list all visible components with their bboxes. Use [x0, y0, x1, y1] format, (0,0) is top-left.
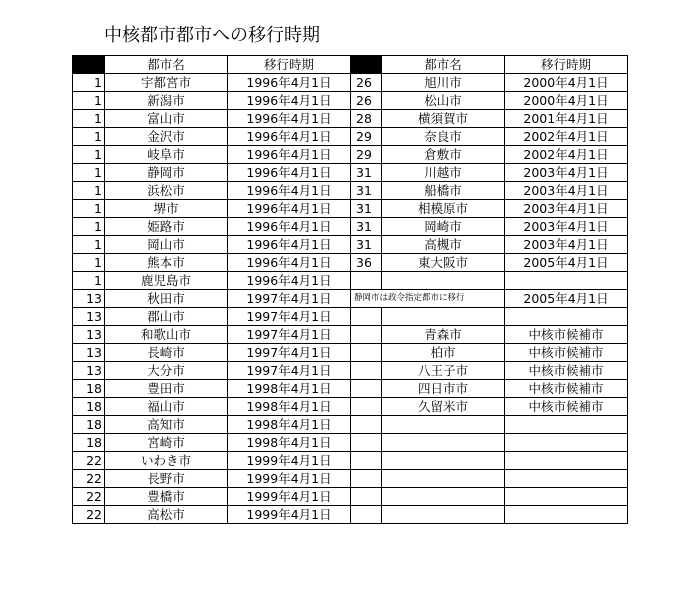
row-number: 18: [73, 434, 105, 452]
city-name: [382, 488, 505, 506]
row-number: [351, 470, 382, 488]
city-name: 久留米市: [382, 398, 505, 416]
city-name: 新潟市: [105, 92, 228, 110]
transition-date: 2003年4月1日: [505, 236, 628, 254]
row-number: 1: [73, 146, 105, 164]
row-number: [351, 488, 382, 506]
transition-date: 1996年4月1日: [228, 272, 351, 290]
table-row: [73, 416, 628, 434]
transition-date: 2003年4月1日: [505, 218, 628, 236]
row-number: 1: [73, 218, 105, 236]
table-row: [73, 452, 628, 470]
table-row: [73, 200, 628, 218]
city-name: 豊橋市: [105, 488, 228, 506]
row-number: [351, 344, 382, 362]
transition-date: 1998年4月1日: [228, 380, 351, 398]
transition-date: [505, 470, 628, 488]
row-number: 26: [351, 92, 382, 110]
transition-date: 1999年4月1日: [228, 488, 351, 506]
transition-date: 1996年4月1日: [228, 146, 351, 164]
transition-date: [505, 452, 628, 470]
transition-date: 1998年4月1日: [228, 416, 351, 434]
row-number: [351, 416, 382, 434]
city-name: 旭川市: [382, 74, 505, 92]
row-number: 28: [351, 110, 382, 128]
header-city-left: 都市名: [105, 56, 228, 74]
row-number: 13: [73, 344, 105, 362]
transition-date: 中核市候補市: [505, 326, 628, 344]
city-name: 青森市: [382, 326, 505, 344]
city-name: 長崎市: [105, 344, 228, 362]
city-name: 高槻市: [382, 236, 505, 254]
row-number: 22: [73, 488, 105, 506]
transition-date: 2002年4月1日: [505, 146, 628, 164]
city-name: 富山市: [105, 110, 228, 128]
city-name: 倉敷市: [382, 146, 505, 164]
row-number: 31: [351, 236, 382, 254]
table-row: [73, 506, 628, 524]
transition-date: 1997年4月1日: [228, 308, 351, 326]
row-number: 1: [73, 200, 105, 218]
transition-date: 1998年4月1日: [228, 434, 351, 452]
city-name: 高松市: [105, 506, 228, 524]
row-number: 13: [73, 326, 105, 344]
row-number: 1: [73, 92, 105, 110]
city-name: 相模原市: [382, 200, 505, 218]
city-name: 奈良市: [382, 128, 505, 146]
city-name: 秋田市: [105, 290, 228, 308]
table-row: [73, 272, 628, 290]
transition-date: 1996年4月1日: [228, 92, 351, 110]
transition-date: 2003年4月1日: [505, 200, 628, 218]
row-number: 13: [73, 290, 105, 308]
transition-date: 中核市候補市: [505, 362, 628, 380]
note-cell: 静岡市は政令指定都市に移行: [351, 290, 505, 308]
transition-date: [505, 416, 628, 434]
city-name: 宇都宮市: [105, 74, 228, 92]
header-number-cell-right: [351, 56, 382, 74]
row-number: [351, 398, 382, 416]
transition-date: 1996年4月1日: [228, 128, 351, 146]
city-name: 鹿児島市: [105, 272, 228, 290]
row-number: 1: [73, 182, 105, 200]
city-name: 四日市市: [382, 380, 505, 398]
row-number: 13: [73, 308, 105, 326]
row-number: 36: [351, 254, 382, 272]
transition-date: 1996年4月1日: [228, 182, 351, 200]
row-number: [351, 272, 382, 290]
city-name: 柏市: [382, 344, 505, 362]
transition-date: 2002年4月1日: [505, 128, 628, 146]
transition-date: 2000年4月1日: [505, 74, 628, 92]
table-row: [73, 290, 628, 308]
row-number: [351, 380, 382, 398]
transition-date: 中核市候補市: [505, 380, 628, 398]
city-name: 浜松市: [105, 182, 228, 200]
row-number: 22: [73, 452, 105, 470]
transition-date: 2000年4月1日: [505, 92, 628, 110]
city-name: [382, 452, 505, 470]
table-row: [73, 434, 628, 452]
transition-date: [505, 272, 628, 290]
city-name: [382, 470, 505, 488]
row-number: [351, 506, 382, 524]
row-number: 1: [73, 74, 105, 92]
city-name: 福山市: [105, 398, 228, 416]
table-row: [73, 110, 628, 128]
city-name: [382, 308, 505, 326]
transition-date: [505, 488, 628, 506]
city-name: [382, 416, 505, 434]
city-name: [382, 434, 505, 452]
transition-date: 中核市候補市: [505, 398, 628, 416]
city-name: 金沢市: [105, 128, 228, 146]
table-row: [73, 146, 628, 164]
transition-date: 2005年4月1日: [505, 290, 628, 308]
city-name: 岡山市: [105, 236, 228, 254]
header-row: [73, 56, 628, 74]
city-name: 八王子市: [382, 362, 505, 380]
transition-table: [72, 55, 628, 524]
city-name: 横須賀市: [382, 110, 505, 128]
city-name: 東大阪市: [382, 254, 505, 272]
row-number: [351, 308, 382, 326]
city-name: 高知市: [105, 416, 228, 434]
row-number: 31: [351, 164, 382, 182]
transition-date: 1996年4月1日: [228, 110, 351, 128]
transition-date: 2001年4月1日: [505, 110, 628, 128]
row-number: [351, 434, 382, 452]
row-number: 18: [73, 380, 105, 398]
transition-date: 1996年4月1日: [228, 164, 351, 182]
city-name: 長野市: [105, 470, 228, 488]
transition-date: 1999年4月1日: [228, 452, 351, 470]
city-name: 堺市: [105, 200, 228, 218]
row-number: 13: [73, 362, 105, 380]
table-row: [73, 254, 628, 272]
row-number: 1: [73, 272, 105, 290]
city-name: [382, 272, 505, 290]
transition-date: 1996年4月1日: [228, 254, 351, 272]
city-name: 熊本市: [105, 254, 228, 272]
transition-date: 1996年4月1日: [228, 218, 351, 236]
header-city-right: 都市名: [382, 56, 505, 74]
header-number-cell-left: [73, 56, 105, 74]
row-number: 26: [351, 74, 382, 92]
city-name: 川越市: [382, 164, 505, 182]
row-number: [351, 452, 382, 470]
city-name: 宮崎市: [105, 434, 228, 452]
row-number: 1: [73, 236, 105, 254]
transition-date: 中核市候補市: [505, 344, 628, 362]
row-number: 1: [73, 110, 105, 128]
table-row: [73, 308, 628, 326]
city-name: 静岡市: [105, 164, 228, 182]
row-number: 22: [73, 506, 105, 524]
header-date-left: 移行時期: [228, 56, 351, 74]
row-number: 29: [351, 146, 382, 164]
table-row: [73, 74, 628, 92]
table-row: [73, 164, 628, 182]
table-row: [73, 236, 628, 254]
transition-date: 1996年4月1日: [228, 236, 351, 254]
transition-date: 1997年4月1日: [228, 290, 351, 308]
table-row: [73, 398, 628, 416]
table-row: [73, 128, 628, 146]
city-name: 松山市: [382, 92, 505, 110]
transition-date: [505, 434, 628, 452]
row-number: [351, 326, 382, 344]
row-number: 31: [351, 218, 382, 236]
transition-date: 2005年4月1日: [505, 254, 628, 272]
row-number: 1: [73, 254, 105, 272]
table-row: [73, 218, 628, 236]
city-name: 姫路市: [105, 218, 228, 236]
table-row: [73, 326, 628, 344]
city-name: 豊田市: [105, 380, 228, 398]
table-row: [73, 92, 628, 110]
row-number: 1: [73, 128, 105, 146]
city-name: 岐阜市: [105, 146, 228, 164]
transition-date: [505, 506, 628, 524]
row-number: [351, 362, 382, 380]
city-name: 大分市: [105, 362, 228, 380]
transition-date: 1997年4月1日: [228, 326, 351, 344]
table-row: [73, 488, 628, 506]
transition-date: 2003年4月1日: [505, 182, 628, 200]
transition-date: 1999年4月1日: [228, 506, 351, 524]
city-name: [382, 506, 505, 524]
transition-date: 1998年4月1日: [228, 398, 351, 416]
transition-date: 1996年4月1日: [228, 74, 351, 92]
transition-date: [505, 308, 628, 326]
transition-date: 1999年4月1日: [228, 470, 351, 488]
transition-date: 1997年4月1日: [228, 344, 351, 362]
page-title: 中核都市都市への移行時期: [104, 25, 320, 46]
row-number: 22: [73, 470, 105, 488]
table-row: [73, 470, 628, 488]
row-number: 18: [73, 416, 105, 434]
row-number: 31: [351, 182, 382, 200]
header-date-right: 移行時期: [505, 56, 628, 74]
transition-date: 1997年4月1日: [228, 362, 351, 380]
row-number: 18: [73, 398, 105, 416]
table-row: [73, 344, 628, 362]
table-row: [73, 182, 628, 200]
table-row: [73, 362, 628, 380]
city-name: 郡山市: [105, 308, 228, 326]
city-name: 船橋市: [382, 182, 505, 200]
row-number: 29: [351, 128, 382, 146]
transition-date: 1996年4月1日: [228, 200, 351, 218]
city-name: いわき市: [105, 452, 228, 470]
row-number: 1: [73, 164, 105, 182]
city-name: 和歌山市: [105, 326, 228, 344]
city-name: 岡崎市: [382, 218, 505, 236]
row-number: 31: [351, 200, 382, 218]
table-row: [73, 380, 628, 398]
transition-date: 2003年4月1日: [505, 164, 628, 182]
